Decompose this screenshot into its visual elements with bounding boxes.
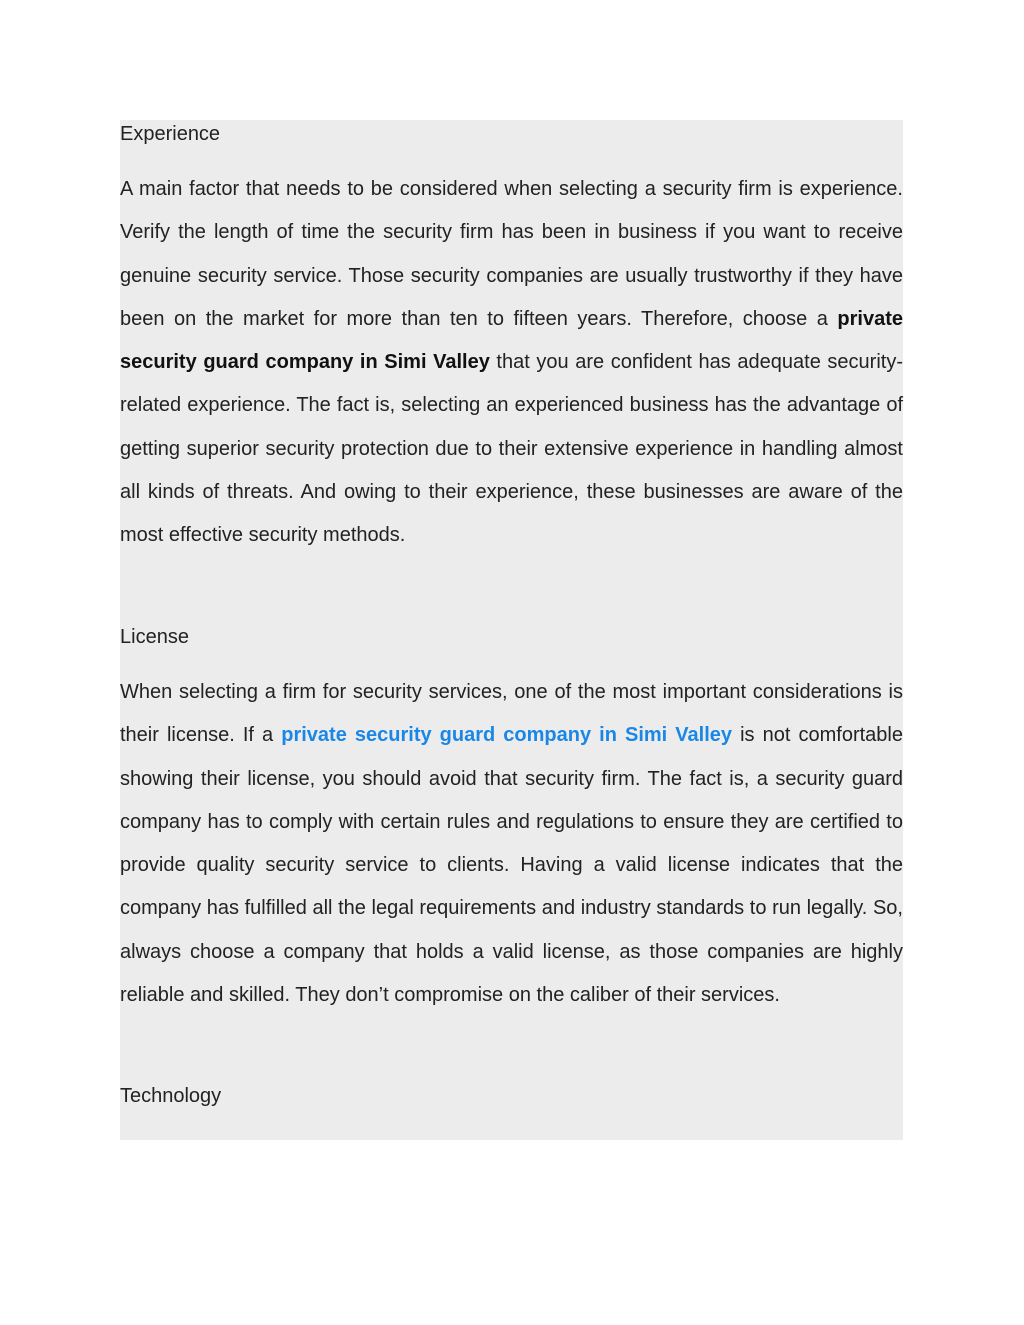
heading-license: License	[120, 626, 189, 648]
paragraph-license-text-end: is not comfortable showing their license, you should avoid that security firm. The fact is, a security guard company has to comply with certain rules and regulations to ensure they are certified to provide quality security service to clients. Having a valid license indicates that the company has fulfilled all the legal requirements and industry standards to run legally. So, always choose a company that holds a valid license, as those companies are highly reliable and skilled. They don’t compromise on the caliber of their services.	[120, 724, 903, 1007]
paragraph-experience-text-start: A main factor that needs to be considered when selecting a security firm is experience. Verify the length of time the security firm has been in business if you want to receive genuine security service. Those security companies are usually trustworthy if they have been on the market for more than ten to fifteen years. Therefore, choose a	[120, 178, 903, 330]
heading-experience: Experience	[120, 123, 221, 145]
document-content-block	[120, 120, 903, 1140]
paragraph-experience-text-end: that you are confident has adequate security-related experience. The fact is, selecting an experienced business has the advantage of getting superior security protection due to their extensive experience in handling almost all kinds of threats. And owing to their experience, these businesses are aware of the most effective security methods.	[120, 351, 903, 547]
paragraph-license	[120, 671, 903, 1017]
paragraph-experience	[120, 168, 903, 558]
emphasis-company-name: private security guard company in Simi Valley	[120, 307, 903, 374]
company-link[interactable]: private security guard company in Simi Valley	[281, 724, 733, 747]
heading-technology: Technology	[120, 1085, 222, 1107]
paragraph-license-text-start: When selecting a firm for security services, one of the most important considerations is their license. If a	[120, 681, 903, 747]
